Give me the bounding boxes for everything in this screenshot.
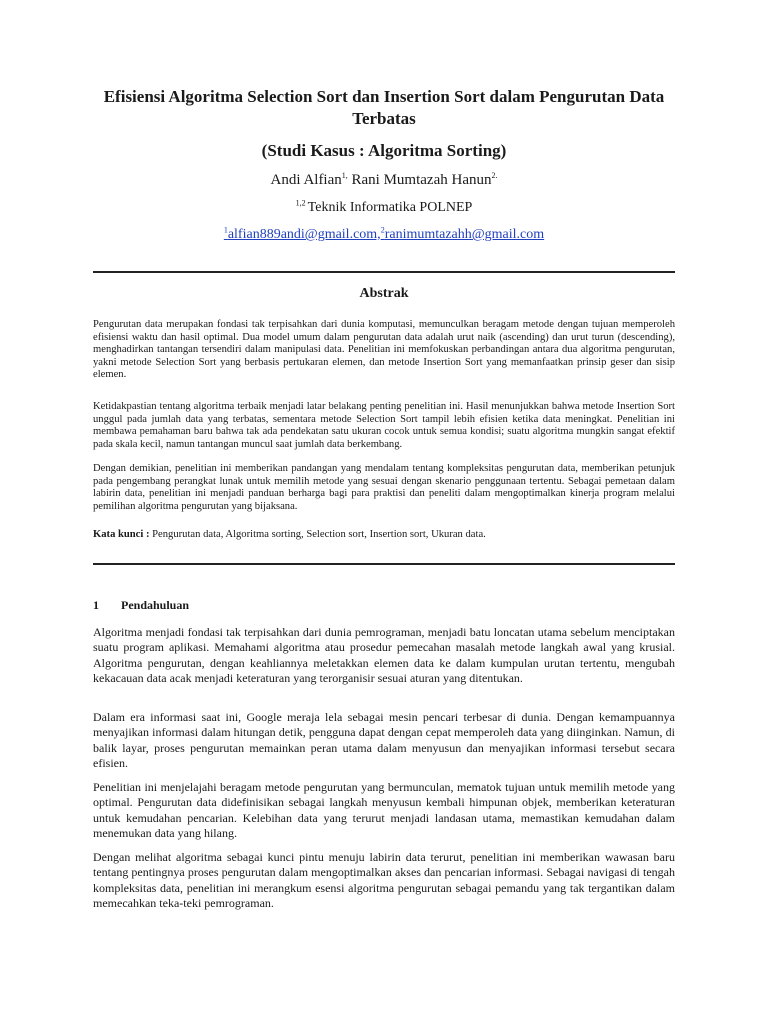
author-name: Andi Alfian bbox=[270, 172, 342, 188]
email-list bbox=[93, 225, 675, 245]
paper-subtitle: (Studi Kasus : Algoritma Sorting) bbox=[261, 141, 507, 160]
body-paragraph: Penelitian ini menjelajahi beragam metode pengurutan yang bermunculan, mematok tujuan untuk memilih metode yang optimal. Pengurutan data didefinisikan sebagai langkah menyusun kembali himpunan objek, memberikan keteraturan untuk kemudahan pencarian. Kelebihan data yang terurut menjadi landasan utama, memastikan kemudahan dalam menemukan data yang hilang. bbox=[93, 780, 675, 841]
top-divider bbox=[93, 271, 675, 273]
author-name: Rani Mumtazah Hanun bbox=[347, 172, 492, 188]
body-paragraph: Algoritma menjadi fondasi tak terpisahkan dari dunia pemrograman, menjadi batu loncatan utama sebelum menciptakan suatu program aplikasi. Memahami algoritma atau prosedur pemecahan masalah metode langkah awal yang krusial. Algoritma pengurutan, dengan keahliannya meletakkan elemen data ke dalam kumpulan urutan tertentu, mengubah kekacauan data acak menjadi keteraturan yang terorganisir sesuai aturan yang ditentukan. bbox=[93, 625, 675, 686]
author-superscript: 1, bbox=[341, 171, 348, 180]
body-paragraph: Dengan melihat algoritma sebagai kunci pintu menuju labirin data terurut, penelitian ini memberikan wawasan baru tentang pentingnya proses pengurutan dalam mengoptimalkan akses dan pencarian informasi. Sebagai navigasi di tengah kompleksitas data, penelitian ini merangkum esensi algoritma pengurutan sebagai pemandu yang tak tergantikan dalam memecahkan teka-teki pemrograman. bbox=[93, 850, 675, 911]
keywords bbox=[93, 529, 675, 542]
keywords-label: Kata kunci : bbox=[93, 529, 150, 540]
email-address: ranimumtazahh@gmail.com bbox=[384, 227, 545, 242]
author-superscript: 2. bbox=[491, 171, 498, 180]
section-heading bbox=[93, 597, 189, 613]
email-address: alfian889andi@gmail.com, bbox=[227, 227, 381, 242]
section-title: Pendahuluan bbox=[121, 598, 190, 612]
affiliation bbox=[93, 198, 675, 218]
body-paragraph: Dalam era informasi saat ini, Google meraja lela sebagai mesin pencari terbesar di dunia. Dengan kemampuannya menyajikan informasi dalam hitungan detik, pengguna dapat dengan cepat memperoleh data yang diinginkan. Namun, di balik layar, proses pengurutan memainkan peran utama dalam menyusun dan menyajikan informasi tersebut secara efisien. bbox=[93, 710, 675, 771]
abstract-paragraph: Pengurutan data merupakan fondasi tak terpisahkan dari dunia komputasi, memunculkan beragam metode dengan tujuan memperoleh efisiensi waktu dan hasil optimal. Dua model umum dalam pengurutan data adalah urut naik (ascending) dan urut turun (descending), menghadirkan tantangan tersendiri dalam manipulasi data. Penelitian ini memfokuskan perbandingan antara dua algoritma pengurutan, yakni metode Selection Sort yang berbasis pertukaran elemen, dan metode Insertion Sort yang memanfaatkan prinsip geser dan sisip elemen. bbox=[93, 319, 675, 381]
email-link[interactable] bbox=[224, 227, 544, 242]
affiliation-superscript: 1,2 bbox=[295, 198, 308, 208]
author-list bbox=[93, 170, 675, 190]
keywords-text: Pengurutan data, Algoritma sorting, Selection sort, Insertion sort, Ukuran data. bbox=[149, 529, 486, 540]
bottom-divider bbox=[93, 563, 675, 565]
paper-title: Efisiensi Algoritma Selection Sort dan Insertion Sort dalam Pengurutan Data Terbatas bbox=[103, 87, 665, 128]
abstract-heading: Abstrak bbox=[359, 286, 409, 301]
affiliation-text: Teknik Informatika POLNEP bbox=[307, 200, 473, 215]
abstract-paragraph: Dengan demikian, penelitian ini memberikan pandangan yang mendalam tentang kompleksitas pengurutan data, memberikan petunjuk pada pengembang perangkat lunak untuk memilih metode yang sesuai dengan skenario penggunaan tertentu. Sebagai pemetaan dalam labirin data, penelitian ini menjadi panduan berharga bagi para praktisi dan peneliti dalam mengoptimalkan kinerja program melalui pemilihan algoritma pengurutan yang bijaksana. bbox=[93, 463, 675, 512]
abstract-paragraph: Ketidakpastian tentang algoritma terbaik menjadi latar belakang penting penelitian ini. Hasil menunjukkan bahwa metode Insertion Sort unggul pada jumlah data yang terbatas, sementara metode Selection Sort tampil lebih efisien ketika data meningkat. Penelitian ini membawa pemahaman baru bahwa tak ada pendekatan satu ukuran cocok untuk semua kondisi; suatu algoritma mungkin sangat efektif pada skala kecil, namun tantangan muncul saat jumlah data berkembang. bbox=[93, 401, 675, 450]
email-superscript: 2 bbox=[380, 225, 385, 235]
email-superscript: 1 bbox=[223, 225, 228, 235]
section-number: 1 bbox=[93, 598, 99, 612]
